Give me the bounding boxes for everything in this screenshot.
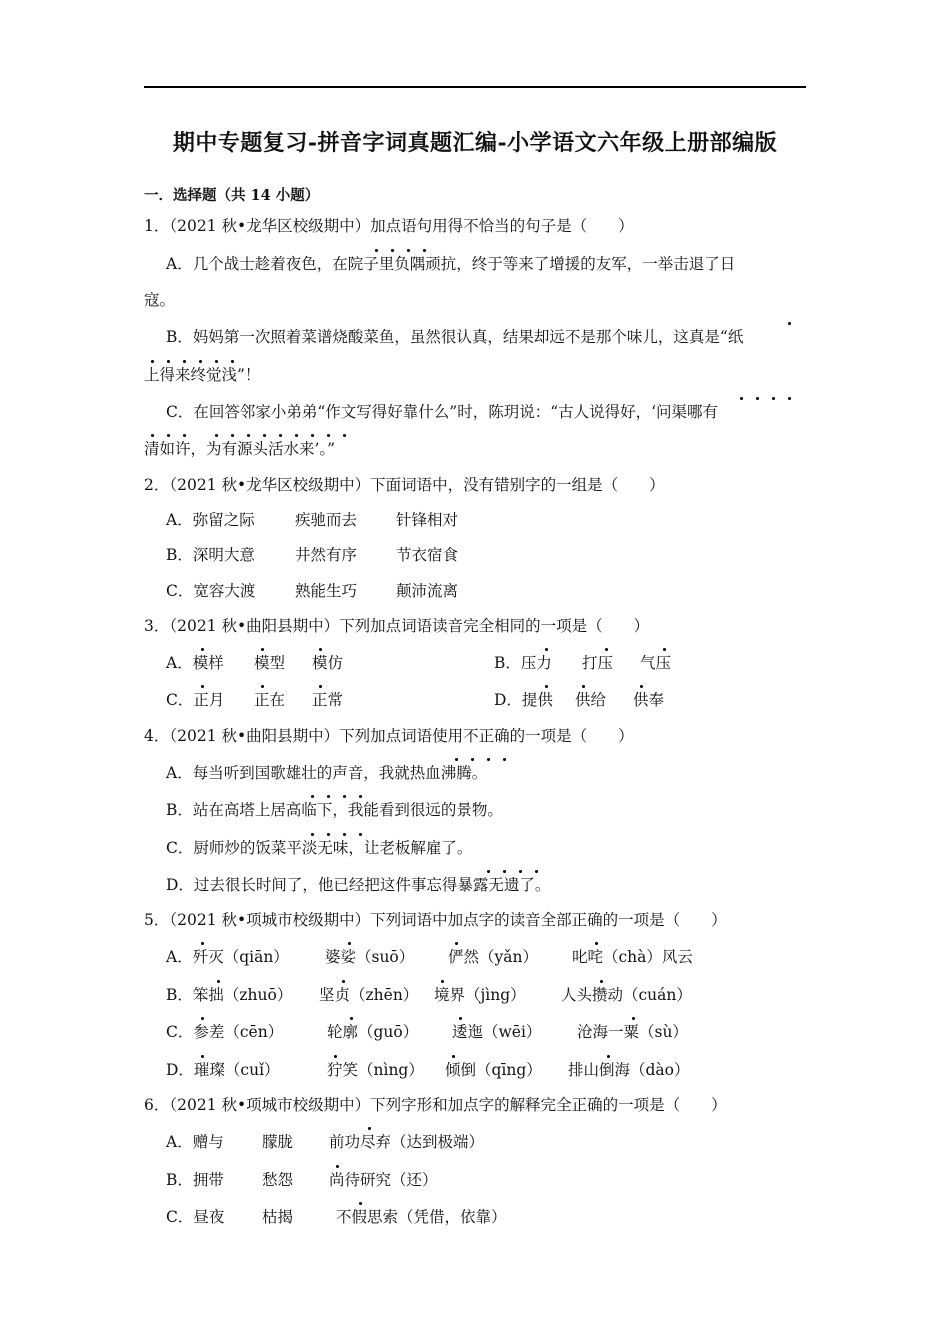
q6-option-b-word3: 尚待研究（还）	[329, 1171, 438, 1189]
q6-option-a-word2: 朦胧	[262, 1133, 294, 1151]
q3-option-d-word2: 供给	[575, 691, 607, 709]
emphasis-dot	[459, 1017, 462, 1020]
q3-option-c-word2: 正在	[254, 691, 286, 709]
emphasis-dot	[605, 648, 608, 651]
q2-stem: 2．（2021 秋•龙华区校级期中）下面词语中，没有错别字的一组是（ ）	[144, 476, 665, 494]
emphasis-dot	[455, 758, 458, 761]
emphasis-dot	[151, 434, 154, 437]
q2-option-b: B．深明大意	[166, 546, 255, 564]
emphasis-dot	[201, 1055, 204, 1058]
q2-option-c-word2: 熟能生巧	[295, 582, 358, 600]
emphasis-dot	[452, 1055, 455, 1058]
emphasis-dot	[319, 648, 322, 651]
q5-option-b-word4: 人头攒动（cuán）	[561, 986, 692, 1004]
q3-option-b-word2: 打压	[582, 654, 614, 672]
emphasis-dot	[334, 1055, 337, 1058]
emphasis-dot	[311, 795, 314, 798]
q4-option-d: D．过去很长时间了，他已经把这件事忘得暴露无遗了。	[166, 876, 551, 894]
q3-option-c-word3: 正常	[312, 691, 344, 709]
q2-option-c: C．宽容大渡	[166, 582, 256, 600]
q1-stem: 1．（2021 秋•龙华区校级期中）加点语句用得不恰当的句子是（ ）	[144, 217, 634, 235]
q1-option-c-line1: C．在回答邻家小弟弟“作文写得好靠什么”时，陈玥说：“古人说得好，‘问渠哪有	[166, 403, 719, 421]
emphasis-dot	[217, 980, 220, 983]
q5-option-d-word4: 排山倒海（dào）	[568, 1061, 690, 1079]
q6-option-a-word3: 前功尽弃（达到极端）	[329, 1133, 485, 1151]
q6-option-b: B．拥带	[166, 1171, 224, 1189]
q5-option-b-word3: 境界（jìng）	[434, 986, 526, 1004]
emphasis-dot	[600, 980, 603, 983]
emphasis-dot	[788, 397, 791, 400]
emphasis-dot	[632, 1017, 635, 1020]
q4-option-c: C．厨师炒的饭菜平淡无味，让老板解雇了。	[166, 839, 473, 857]
q5-option-c-word2: 轮廓（guō）	[327, 1023, 419, 1041]
emphasis-dot	[772, 397, 775, 400]
q3-option-a-word2: 模型	[254, 654, 286, 672]
q5-option-a-word4: 叱咤（chà）风云	[572, 948, 693, 966]
emphasis-dot	[311, 434, 314, 437]
emphasis-dot	[640, 685, 643, 688]
emphasis-dot	[503, 758, 506, 761]
q3-option-b-word3: 气压	[640, 654, 672, 672]
q5-option-d-word3: 倾倒（qīng）	[445, 1061, 542, 1079]
emphasis-dot	[183, 434, 186, 437]
emphasis-dot	[348, 942, 351, 945]
emphasis-dot	[503, 870, 506, 873]
q5-option-d-word2: 狞笑（nìng）	[327, 1061, 424, 1079]
q1-option-b-line2: 上得来终觉浅”！	[144, 366, 261, 384]
page-title: 期中专题复习-拼音字词真题汇编-小学语文六年级上册部编版	[172, 130, 778, 156]
emphasis-dot	[201, 685, 204, 688]
emphasis-dot	[327, 795, 330, 798]
q4-option-a: A．每当听到国歌雄壮的声音，我就热血沸腾。	[166, 764, 488, 782]
emphasis-dot	[471, 758, 474, 761]
top-rule	[144, 86, 806, 88]
emphasis-dot	[407, 249, 410, 252]
q5-option-c-word4: 沧海一粟（sù）	[577, 1023, 688, 1041]
emphasis-dot	[455, 942, 458, 945]
emphasis-dot	[359, 795, 362, 798]
emphasis-dot	[663, 648, 666, 651]
emphasis-dot	[231, 360, 234, 363]
emphasis-dot	[319, 685, 322, 688]
q4-stem: 4．（2021 秋•曲阳县期中）下列加点词语使用不正确的一项是（ ）	[144, 727, 634, 745]
emphasis-dot	[201, 648, 204, 651]
q2-option-a-word2: 疾驰而去	[295, 511, 358, 529]
emphasis-dot	[487, 870, 490, 873]
q5-option-d: D．璀璨（cuǐ）	[166, 1061, 280, 1079]
emphasis-dot	[327, 434, 330, 437]
emphasis-dot	[519, 870, 522, 873]
q1-option-c-line2: 清如许，为有源头活水来’。”	[144, 440, 336, 458]
emphasis-dot	[336, 1165, 339, 1168]
emphasis-dot	[183, 360, 186, 363]
emphasis-dot	[247, 434, 250, 437]
q2-option-b-word3: 节衣宿食	[396, 546, 459, 564]
q5-option-b-word2: 坚贞（zhēn）	[319, 986, 419, 1004]
q2-option-c-word3: 颠沛流离	[396, 582, 459, 600]
emphasis-dot	[359, 1202, 362, 1205]
q3-option-a: A．模样	[166, 654, 224, 672]
emphasis-dot	[756, 397, 759, 400]
q5-option-a-word3: 俨然（yǎn）	[448, 948, 538, 966]
q5-option-c: C．参差（cēn）	[166, 1023, 284, 1041]
section-heading: 一．选择题（共 14 小题）	[144, 187, 320, 204]
emphasis-dot	[261, 685, 264, 688]
q6-option-c-word3: 不假思索（凭借，依靠）	[336, 1208, 507, 1226]
emphasis-dot	[199, 360, 202, 363]
q6-option-c-word2: 枯揭	[262, 1208, 294, 1226]
emphasis-dot	[359, 833, 362, 836]
emphasis-dot	[545, 685, 548, 688]
emphasis-dot	[375, 249, 378, 252]
q1-option-a-line1: A．几个战士趁着夜色，在院子里负隅顽抗，终于等来了增援的友军，一举击退了日	[166, 255, 736, 273]
q2-option-b-word2: 井然有序	[295, 546, 358, 564]
emphasis-dot	[215, 360, 218, 363]
emphasis-dot	[441, 980, 444, 983]
q3-option-d: D．提供	[494, 691, 553, 709]
q5-option-c-word3: 逶迤（wēi）	[452, 1023, 542, 1041]
emphasis-dot	[423, 249, 426, 252]
emphasis-dot	[342, 980, 345, 983]
emphasis-dot	[487, 758, 490, 761]
q5-stem: 5．（2021 秋•项城市校级期中）下列词语中加点字的读音全部正确的一项是（ ）	[144, 911, 727, 929]
q3-option-c: C．正月	[166, 691, 225, 709]
emphasis-dot	[261, 648, 264, 651]
emphasis-dot	[167, 434, 170, 437]
emphasis-dot	[343, 833, 346, 836]
q2-option-a-word3: 针锋相对	[396, 511, 459, 529]
q6-option-c: C．昼夜	[166, 1208, 225, 1226]
emphasis-dot	[231, 434, 234, 437]
emphasis-dot	[279, 434, 282, 437]
emphasis-dot	[215, 434, 218, 437]
q4-option-b: B．站在高塔上居高临下，我能看到很远的景物。	[166, 801, 503, 819]
emphasis-dot	[788, 322, 791, 325]
emphasis-dot	[263, 434, 266, 437]
emphasis-dot	[545, 648, 548, 651]
q6-option-b-word2: 愁怨	[262, 1171, 294, 1189]
emphasis-dot	[607, 1055, 610, 1058]
emphasis-dot	[327, 833, 330, 836]
q6-stem: 6．（2021 秋•项城市校级期中）下列字形和加点字的解释完全正确的一项是（ ）	[144, 1096, 727, 1114]
q1-option-a-line2: 寇。	[144, 291, 176, 309]
q5-option-a-word2: 婆娑（suō）	[325, 948, 415, 966]
emphasis-dot	[740, 397, 743, 400]
q3-stem: 3．（2021 秋•曲阳县期中）下列加点词语读音完全相同的一项是（ ）	[144, 617, 650, 635]
emphasis-dot	[201, 1017, 204, 1020]
q3-option-d-word3: 供奉	[633, 691, 665, 709]
emphasis-dot	[391, 249, 394, 252]
q2-option-a: A．弥留之际	[166, 511, 255, 529]
emphasis-dot	[343, 434, 346, 437]
q1-option-b-line1: B．妈妈第一次照着菜谱烧酸菜鱼，虽然很认真，结果却远不是那个味儿，这真是“纸	[166, 328, 744, 346]
emphasis-dot	[595, 942, 598, 945]
q5-option-a: A．歼灭（qiān）	[166, 948, 289, 966]
emphasis-dot	[343, 795, 346, 798]
emphasis-dot	[201, 942, 204, 945]
emphasis-dot	[350, 1017, 353, 1020]
q5-option-b: B．笨拙（zhuō）	[166, 986, 293, 1004]
q3-option-a-word3: 模仿	[312, 654, 344, 672]
emphasis-dot	[311, 833, 314, 836]
emphasis-dot	[582, 685, 585, 688]
emphasis-dot	[295, 434, 298, 437]
emphasis-dot	[151, 360, 154, 363]
emphasis-dot	[167, 360, 170, 363]
emphasis-dot	[368, 1127, 371, 1130]
q6-option-a: A．赠与	[166, 1133, 224, 1151]
emphasis-dot	[535, 870, 538, 873]
q3-option-b: B．压力	[494, 654, 552, 672]
